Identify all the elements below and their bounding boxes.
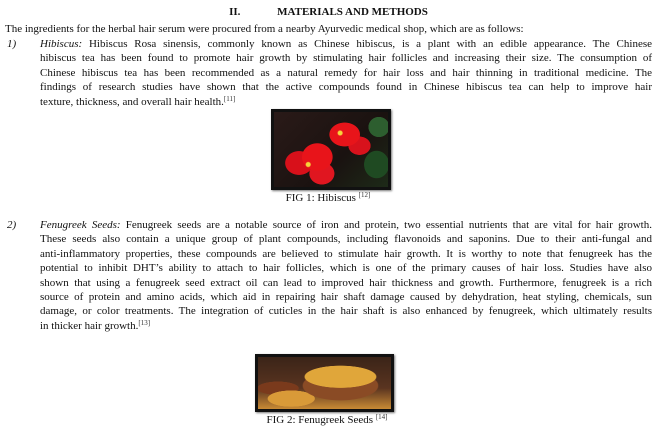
intro-paragraph: The ingredients for the herbal hair serum were procured from a nearby Ayurvedic medical shop, which are as follows: — [5, 23, 524, 35]
text-line: damage, or color treatments. The integration of cuticles in the hair shaft is also enhanced by fenugreek, which ultimately results — [40, 305, 652, 318]
citation: [11] — [223, 94, 236, 103]
text-line: anti-inflammatory properties, these compounds are believed to stimulate hair growth. It is worthy to note that fenugreek has the — [40, 247, 652, 260]
text-line — [40, 95, 652, 109]
item-number-1: 1) — [7, 38, 17, 50]
text-line — [40, 37, 652, 51]
citation: [12] — [358, 191, 371, 199]
item-number-2: 2) — [7, 219, 17, 231]
item-lead: Hibiscus: — [40, 38, 83, 50]
text-line: Chinese hibiscus tea has been recommended as a natural remedy for hair loss and hair thinning in traditional medicine. The — [40, 66, 652, 79]
text-line: source of protein and amino acids, which aid in repairing hair shaft damage caused by dehydration, heat styling, chemicals, sun — [40, 290, 652, 303]
citation: [13] — [138, 318, 151, 327]
text-line — [40, 218, 652, 232]
figure-1-caption — [228, 191, 428, 205]
line-text: Fenugreek seeds are a notable source of iron and protein, two essential nutrients that are vital for hair growth. — [120, 219, 652, 231]
fenugreek-seeds-image — [255, 354, 394, 412]
text-line: These seeds also contain a unique group of plant compounds, including flavonoids and saponins. Due to their anti-fungal and — [40, 233, 652, 246]
text-line: shown that using a fenugreek seed extract oil can lead to improved hair thickness and growth. Furthermore, fenugreek is a rich — [40, 276, 652, 289]
caption-text: FIG 1: Hibiscus — [285, 192, 359, 204]
item-lead: Fenugreek Seeds: — [40, 219, 121, 231]
section-number: II. — [229, 6, 241, 18]
figure-2-caption — [222, 413, 432, 427]
section-heading — [0, 5, 657, 20]
caption-text: FIG 2: Fenugreek Seeds — [266, 414, 376, 426]
citation: [14] — [375, 413, 388, 421]
line-text: texture, thickness, and overall hair health. — [40, 95, 224, 108]
hibiscus-image — [271, 109, 391, 190]
text-line — [40, 319, 652, 333]
fenugreek-paragraph — [40, 218, 652, 333]
line-text: in thicker hair growth. — [40, 319, 139, 332]
section-title: MATERIALS AND METHODS — [277, 6, 428, 18]
text-line: hibiscus tea has been found to promote hair growth by stimulating hair follicles and increasing their size. The consumption of — [40, 52, 652, 65]
hibiscus-paragraph — [40, 37, 652, 109]
text-line: potential to inhibit DHT’s ability to attach to hair follicles, which is one of the primary causes of hair loss. Studies have also — [40, 262, 652, 275]
text-line: findings of research studies have shown that the active compounds found in Chinese hibiscus tea can help to improve hair — [40, 81, 652, 94]
line-text: Hibiscus Rosa sinensis, commonly known as Chinese hibiscus, is a plant with an edible appearance. The Chinese — [82, 38, 652, 50]
